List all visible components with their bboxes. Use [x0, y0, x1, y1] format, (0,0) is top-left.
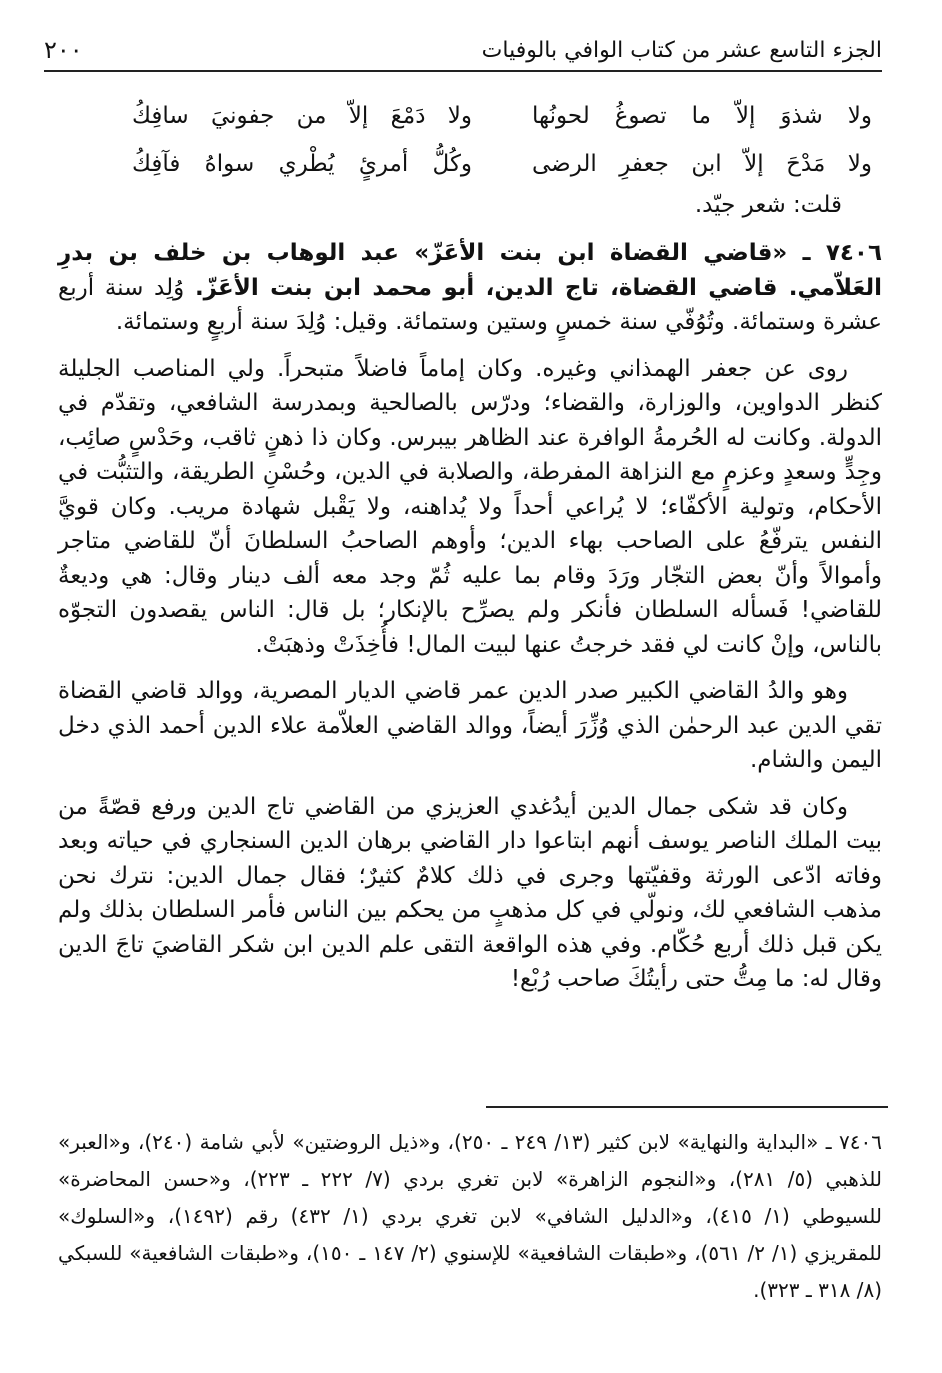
verse-line [132, 92, 872, 140]
entry-intro [58, 236, 882, 340]
verse-line [132, 140, 872, 188]
poem-verses [132, 92, 872, 188]
paragraph: روى عن جعفر الهمذاني وغيره. وكان إماماً فاضلاً متبحراً. ولي المناصب الجليلة كنظر الدواوين، والوزارة، والقضاء؛ ودرّس بالصالحية وبمدرسة الشافعي، وتقدّم في الدولة. وكانت له الحُرمةُ الوافرة عند الظاهر بيبرس. وكان ذا ذهنٍ ثاقب، وحَدْسٍ صائِب، وجِدٍّ وسعدٍ وعزمٍ مع النزاهة المفرطة، والصلابة في الدين، وحُسْنِ الطريقة، والتثبُّت في الأحكام، وتولية الأكفّاء؛ لا يُراعي أحداً ولا يُداهنه، ولا يَقْبل شهادة مريب. وكان قويَّ النفس يترفّعُ على الصاحب بهاء الدين؛ وأوهم الصاحبُ السلطانَ أنّ للقاضي متاجر وأموالاً وأنّ بعض التجّار ورَدَ وقام بما عليه ثُمّ وجد معه ألف دينار وقال: هي وديعةٌ للقاضي! فَسأله السلطان فأنكر ولم يصرِّح بالإنكار؛ بل قال: الناس يقصدون التجوّه بالناس، وإنْ كانت لي فقد خرجتُ عنها لبيت المال! فأُخِذَتْ وذهبَتْ. [58, 355, 882, 658]
paragraph: وهو والدُ القاضي الكبير صدر الدين عمر قاضي الديار المصرية، ووالد قاضي القضاة تقي الدين عبد الرحمٰن الذي وُزِّرَ أيضاً، ووالد القاضي العلاّمة علاء الدين أحمد الذي دخل اليمن والشام. [58, 678, 882, 773]
footnotes [58, 1124, 882, 1309]
entry-body [58, 236, 882, 1009]
running-title: الجزء التاسع عشر من كتاب الوافي بالوفيات [481, 37, 882, 63]
footnote: ٧٤٠٦ ـ «البداية والنهاية» لابن كثير (١٣/ ٢٤٩ ـ ٢٥٠)، و«ذيل الروضتين» لأبي شامة (٢٤٠)، و«العبر» للذهبي (٥/ ٢٨١)، و«النجوم الزاهرة» لابن تغري بردي (٧/ ٢٢٢ ـ ٢٢٣)، و«حسن المحاضرة» للسيوطي (١/ ٤١٥)، و«الدليل الشافي» لابن تغري بردي (١/ ٤٣٢) رقم (١٤٩٢)، و«السلوك» للمقريزي (١/ ٢/ ٥٦١)، و«طبقات الشافعية» للإسنوي (٢/ ١٤٧ ـ ١٥٠)، و«طبقات الشافعية» للسبكي (٨/ ٣١٨ ـ ٣٢٣). [58, 1130, 882, 1302]
entry-intro-text: وُلِد سنة أربع عشرة وستمائة. وتُوُفّي سنة خمسٍ وستين وستمائة. وقيل: وُلِدَ سنة أربعٍ وستمائة. [58, 274, 882, 335]
author-comment: قلت: شعر جيّد. [694, 192, 842, 218]
page-number: ٢٠٠ [44, 36, 83, 64]
verse-hemistich-right: ولا مَدْحَ إلاّ ابن جعفرِ الرضى [532, 151, 872, 177]
entry-heading: ٧٤٠٦ ـ «قاضي القضاة ابن بنت الأعَزّ» عبد الوهاب بن خلف بن بدرِ العَلاّمي. قاضي القضاة، تاج الدين، أبو محمد ابن بنت الأعَزّ. [58, 240, 883, 301]
footnote-divider [486, 1106, 888, 1108]
verse-hemistich-left: ولا دَمْعَ إلاّ من جفونيَ سافِكُ [132, 103, 472, 129]
verse-hemistich-right: ولا شذوَ إلاّ ما تصوغُ لحونُها [532, 103, 872, 129]
verse-hemistich-left: وكُلُّ أمرئٍ يُطْري سواهُ فآفِكُ [132, 151, 472, 177]
page-header [44, 30, 882, 72]
paragraph: وكان قد شكى جمال الدين أيدُغدي العزيزي من القاضي تاج الدين ورفع قصّةً من بيت الملك الناصر يوسف أنهم ابتاعوا دار القاضي برهان الدين السنجاري في حياته وبعد وفاته ادّعى الورثة وقفيّتها وجرى في ذلك كلامٌ كثيرٌ؛ فقال جمال الدين: نترك نحن مذهب الشافعي لك، ونولّي في كل مذهبٍ من يحكم بين الناس فأمر السلطان بذلك ولم يكن قبل ذلك أربع حُكّام. وفي هذه الواقعة التقى علم الدين ابن شكر القاضيَ تاجَ الدين وقال له: ما مِتُّ حتى رأيتُكَ صاحب رُبْع! [58, 793, 882, 992]
